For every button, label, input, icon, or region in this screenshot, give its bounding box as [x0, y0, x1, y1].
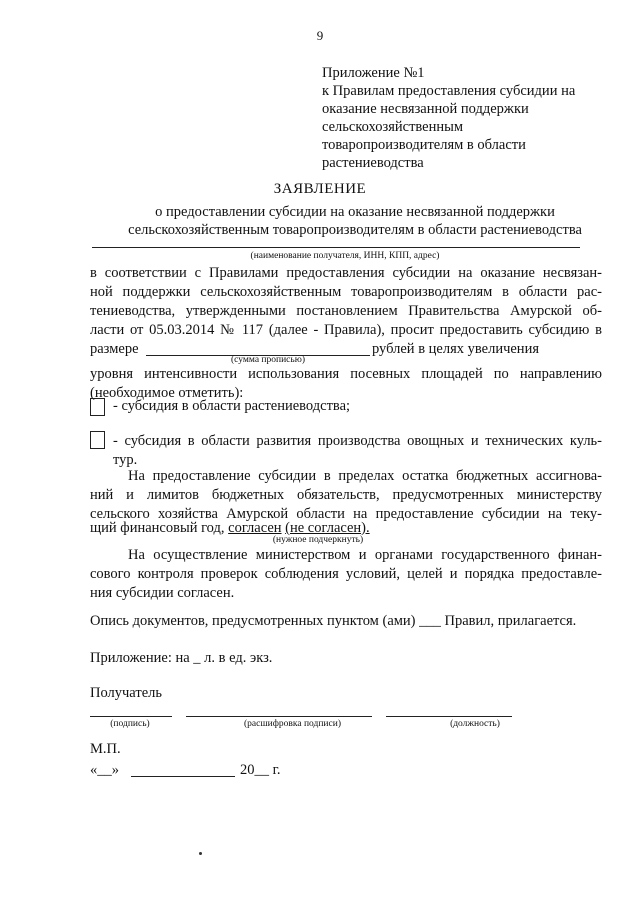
- decoding-line: [186, 716, 372, 717]
- option-checkbox[interactable]: [90, 398, 105, 416]
- date-year: [240, 762, 281, 779]
- control-line: На осуществление министерством и органами государственного финан-: [128, 547, 602, 563]
- consent-line: На предоставление субсидии в пределах остатка бюджетных ассигнова-: [128, 468, 602, 484]
- option-label: - субсидия в области растениеводства;: [113, 398, 351, 414]
- year-prefix: 20: [240, 762, 255, 778]
- consent-line: сельского хозяйства Амурской области на предоставление субсидии на теку-: [90, 506, 602, 522]
- document-title: ЗАЯВЛЕНИЕ: [273, 181, 367, 197]
- document-subtitle: [60, 203, 640, 239]
- scan-speck: [199, 852, 202, 855]
- inventory-suffix: Правил, прилагается.: [444, 613, 577, 629]
- consent-agree: согласен: [228, 520, 282, 536]
- date-quote-open: «: [90, 762, 98, 778]
- body-line: уровня интенсивности использования посевных площадей по направлению: [90, 366, 602, 382]
- appendix-line: сельскохозяйственным: [322, 119, 464, 135]
- appendix-line: Приложение №1: [322, 65, 425, 81]
- recipient-label: Получатель: [90, 685, 162, 701]
- recipient-line: [92, 247, 580, 248]
- stamp-label: М.П.: [90, 741, 121, 757]
- decoding-caption: (расшифровка подписи): [244, 719, 341, 729]
- option-label: - субсидия в области развития производства овощных и технических куль-: [113, 433, 602, 449]
- inventory-prefix: Опись документов, предусмотренных пунктом (ами): [90, 613, 416, 629]
- date-day-blank: __: [97, 762, 112, 778]
- year-blank: __: [254, 762, 269, 778]
- year-suffix: г.: [272, 762, 281, 778]
- subtitle-line: о предоставлении субсидии на оказание несвязанной поддержки: [155, 204, 555, 220]
- appendix-line: растениеводства: [322, 155, 424, 171]
- body-line: тениеводства, утвержденными постановлением Правительства Амурской об-: [90, 303, 602, 319]
- amount-prefix: размере: [90, 341, 139, 357]
- recipient-caption: (наименование получателя, ИНН, КПП, адрес): [250, 251, 440, 261]
- body-line: ласти от 05.03.2014 № 117 (далее - Правила), просит предоставить субсидию в: [90, 322, 602, 338]
- option-checkbox[interactable]: [90, 431, 105, 449]
- date-line: [90, 762, 119, 779]
- inventory-line: [90, 613, 576, 630]
- amount-caption: (сумма прописью): [231, 355, 305, 365]
- signature-line: [90, 716, 172, 717]
- date-quote-close: »: [111, 762, 119, 778]
- consent-prefix: щий финансовый год,: [90, 520, 225, 536]
- body-line: (необходимое отметить):: [90, 385, 244, 401]
- body-line: ной поддержки сельскохозяйственным товаропроизводителям в области рас-: [90, 284, 602, 300]
- subtitle-line: сельскохозяйственным товаропроизводителям в области растениеводства: [128, 222, 582, 238]
- position-caption: (должность): [450, 719, 500, 729]
- appendix-line: к Правилам предоставления субсидии на: [322, 83, 576, 99]
- appendix-line: товаропроизводителям в области: [322, 137, 526, 153]
- control-line: сового контроля проверок соблюдения условий, целей и порядка предоставле-: [90, 566, 602, 582]
- page-number: 9: [316, 28, 324, 43]
- option-label-cont: тур.: [113, 452, 138, 468]
- appendix-header: [322, 64, 622, 172]
- body-line: в соответствии с Правилами предоставления субсидии на оказание несвязан-: [90, 265, 602, 281]
- amount-suffix: рублей в целях увеличения: [372, 341, 539, 357]
- month-line: [131, 776, 235, 777]
- consent-line: ний и лимитов бюджетных обязательств, предусмотренных министерству: [90, 487, 602, 503]
- control-line: ния субсидии согласен.: [90, 585, 235, 601]
- signature-caption: (подпись): [110, 719, 150, 729]
- inventory-blank: ___: [419, 613, 441, 629]
- position-line: [386, 716, 512, 717]
- consent-caption: (нужное подчеркнуть): [272, 535, 364, 545]
- consent-disagree: (не согласен).: [285, 520, 370, 536]
- attachment-line: Приложение: на _ л. в ед. экз.: [90, 650, 273, 666]
- appendix-line: оказание несвязанной поддержки: [322, 101, 529, 117]
